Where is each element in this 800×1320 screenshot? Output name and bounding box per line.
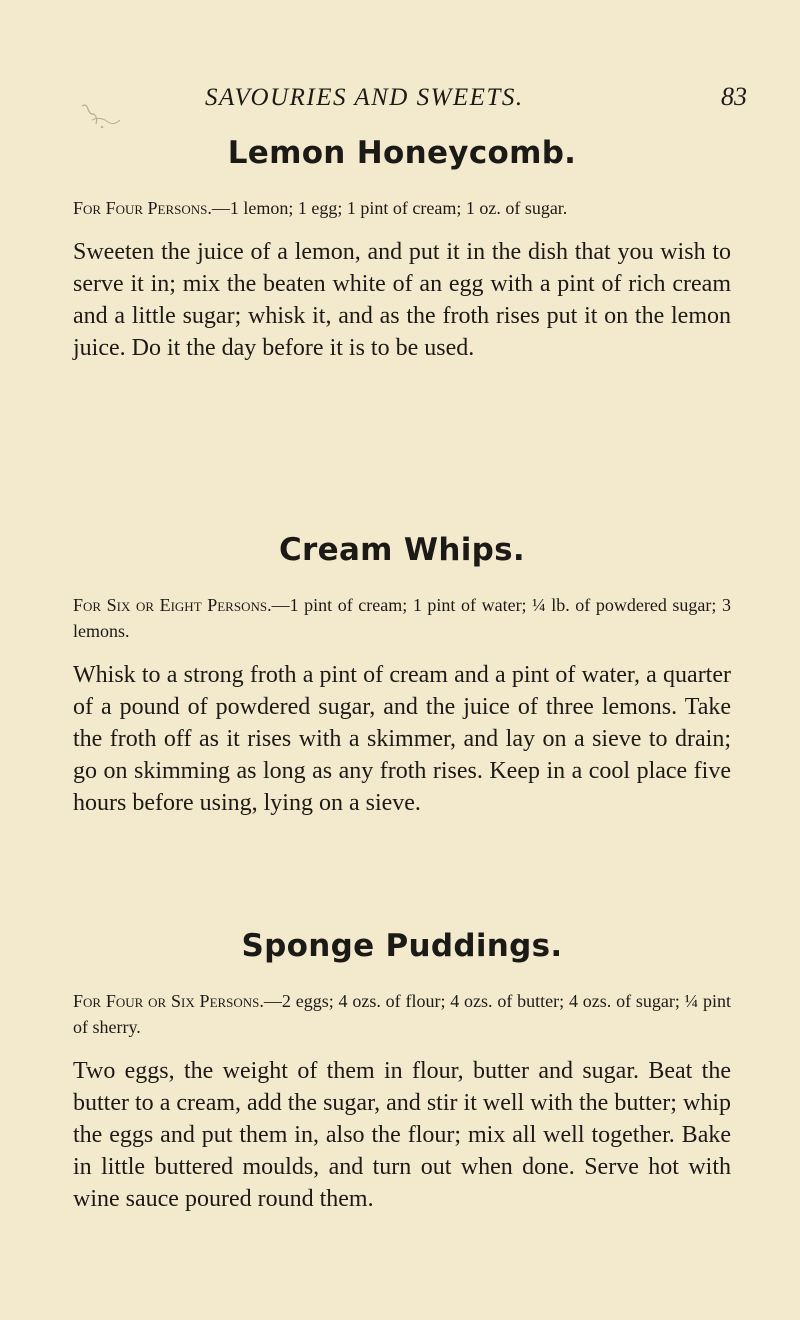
recipe-method: Sweeten the juice of a lemon, and put it in the dish that you wish to serve it in; mix the beaten white of an egg with a pint of rich cream and a little sugar; whisk it, and as the froth rises put it on the lemon juice. Do it the day before it is to be used. (73, 239, 731, 361)
ingredients-list: —1 pint of cream; 1 pint of water; ¼ lb. of powdered sugar; 3 lemons. (73, 595, 731, 641)
recipe-lemon-honeycomb (73, 135, 731, 364)
recipe-method: Whisk to a strong froth a pint of cream and a pint of water, a quarter of a pound of powdered sugar, and the juice of three lemons. Take the froth off as it rises with a skimmer, and lay on a sieve to drain; go on skimming as long as any froth rises. Keep in a cool place five hours before using, lying on a sieve. (73, 662, 731, 816)
servings-label: For Four Persons. (73, 198, 212, 218)
recipe-cream-whips (73, 532, 731, 819)
servings-label: For Four or Six Persons. (73, 991, 264, 1011)
recipe-ingredients (73, 195, 731, 221)
recipe-title: Lemon Honeycomb. (227, 135, 577, 171)
recipe-sponge-puddings (73, 928, 731, 1215)
ingredients-list: —1 lemon; 1 egg; 1 pint of cream; 1 oz. of sugar. (211, 198, 568, 218)
recipe-ingredients (73, 592, 731, 644)
recipe-title: Cream Whips. (279, 532, 525, 568)
recipe-title: Sponge Puddings. (241, 928, 563, 964)
page-number: 83 (721, 82, 747, 111)
ingredients-list: —2 eggs; 4 ozs. of flour; 4 ozs. of butter; 4 ozs. of sugar; ¼ pint of sherry. (73, 991, 731, 1037)
recipe-method: Two eggs, the weight of them in flour, butter and sugar. Beat the butter to a cream, add the sugar, and stir it well with the butter; whip the eggs and put them in, also the flour; mix all well together. Bake in little buttered moulds, and turn out when done. Serve hot with wine sauce poured round them. (73, 1058, 731, 1212)
running-head: SAVOURIES AND SWEETS. (205, 84, 524, 111)
servings-label: For Six or Eight Persons. (73, 595, 272, 615)
recipe-ingredients (73, 988, 731, 1040)
ink-smudge-mark (78, 100, 123, 135)
